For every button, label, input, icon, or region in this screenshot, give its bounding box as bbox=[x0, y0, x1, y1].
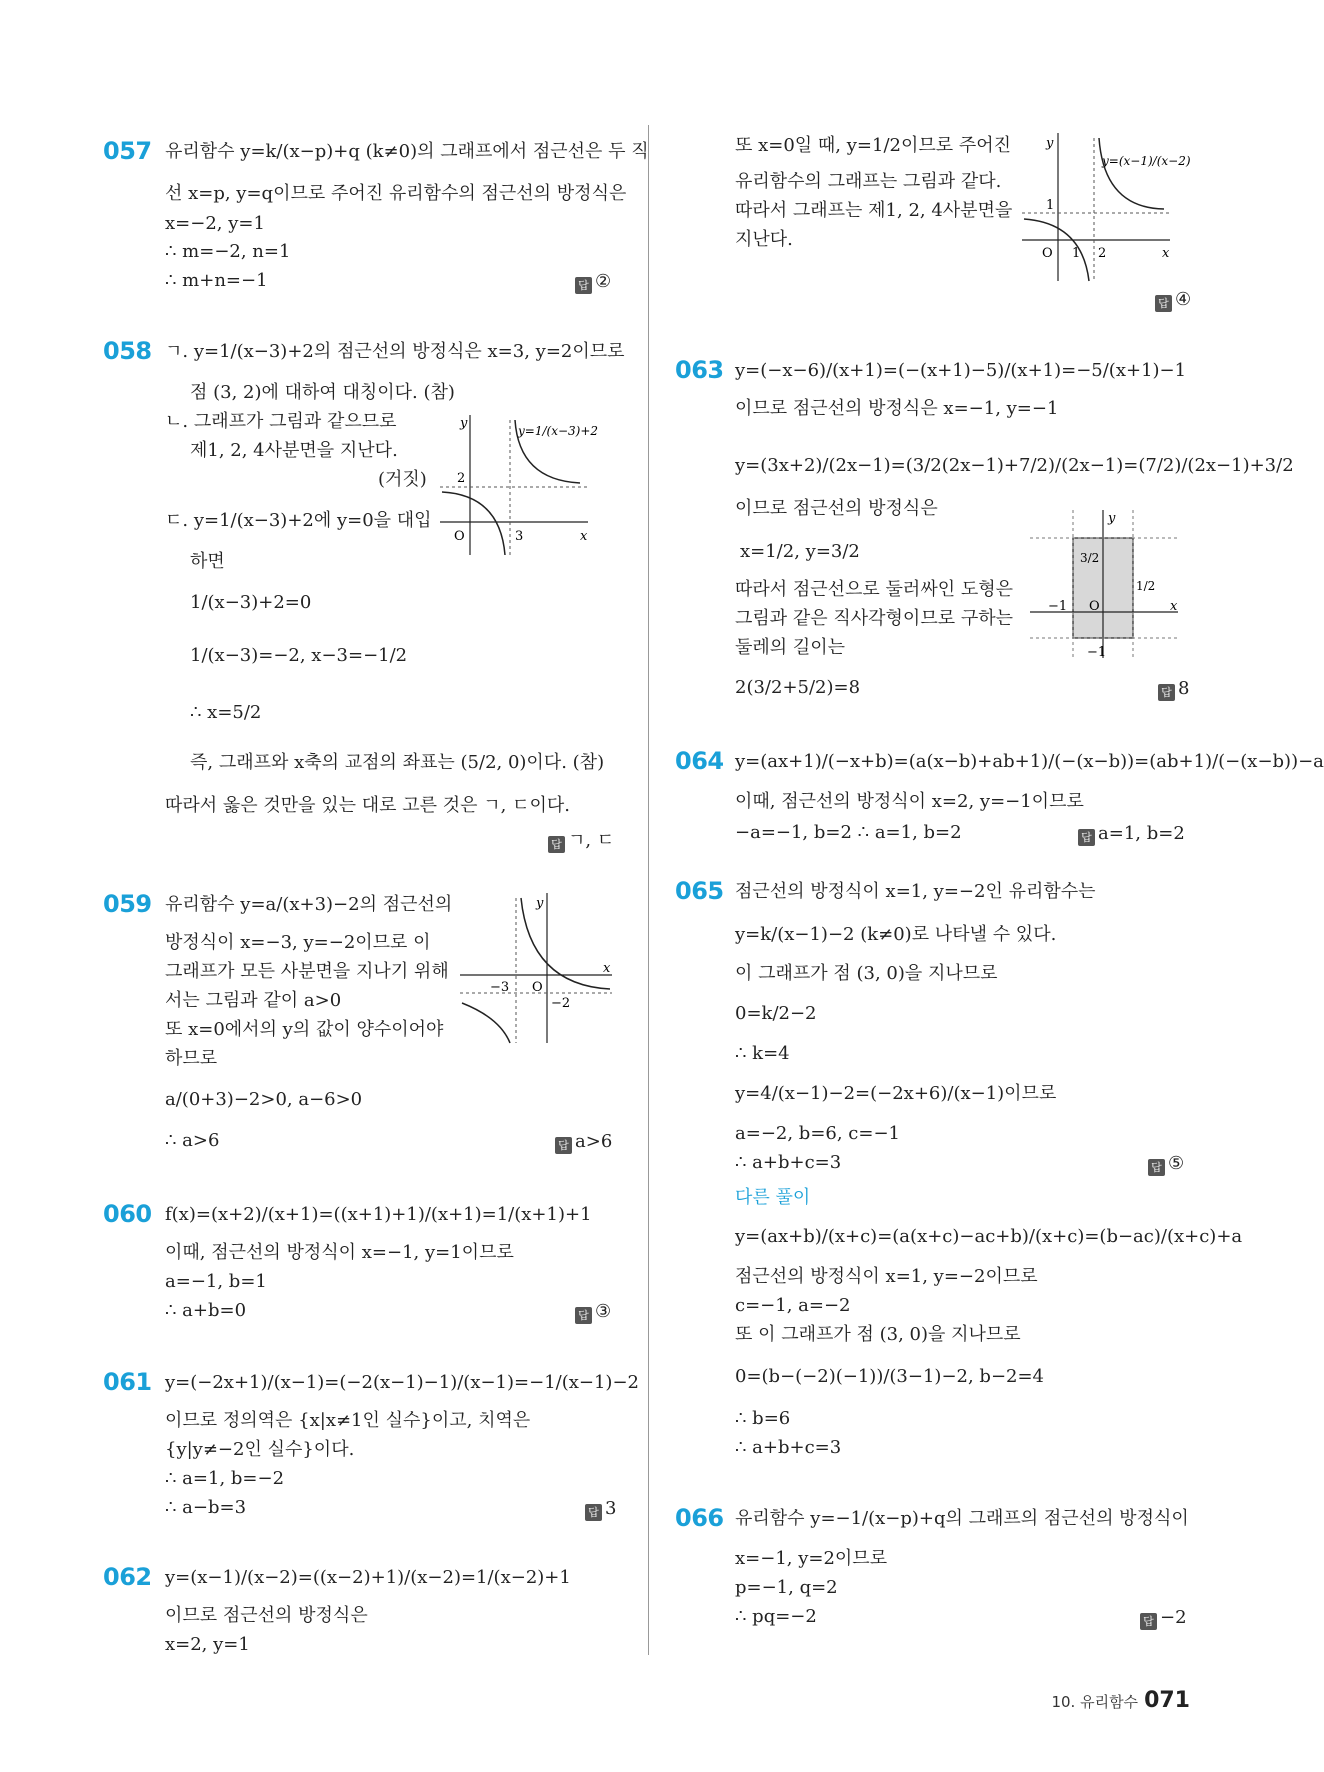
p063-line-9: 2(3/2+5/2)=8 bbox=[735, 677, 861, 698]
p058-line-10: ∴ x=5/2 bbox=[190, 702, 262, 723]
p063-answer-value: 8 bbox=[1178, 678, 1190, 699]
x-axis-label: x bbox=[1170, 599, 1178, 614]
y-axis-label: y bbox=[1108, 511, 1116, 526]
p057-line-1: 유리함수 y=k/(x−p)+q (k≠0)의 그래프에서 점근선은 두 직 bbox=[165, 141, 649, 162]
problem-number-059: 059 bbox=[103, 890, 152, 918]
p062b-answer-value: ④ bbox=[1175, 289, 1192, 310]
p061-line-2: 이므로 정의역은 {x|x≠1인 실수}이고, 치역은 bbox=[165, 1410, 531, 1431]
p065-alt-line-1: y=(ax+b)/(x+c)=(a(x+c)−ac+b)/(x+c)=(b−ac)/(x+c)+a bbox=[735, 1226, 1243, 1247]
p063-line-6: 따라서 점근선으로 둘러싸인 도형은 bbox=[735, 579, 1013, 600]
page-number: 071 bbox=[1144, 1688, 1190, 1713]
p058-line-1: ㄱ. y=1/(x−3)+2의 점근선의 방정식은 x=3, y=2이므로 bbox=[165, 341, 625, 362]
answer-mark-icon: 답 bbox=[1155, 295, 1172, 312]
p065-line-2: y=k/(x−1)−2 (k≠0)로 나타낼 수 있다. bbox=[735, 924, 1057, 945]
p065-alt-line-7: ∴ a+b+c=3 bbox=[735, 1437, 842, 1458]
p058-line-2: 점 (3, 2)에 대하여 대칭이다. (참) bbox=[190, 382, 455, 403]
p060-line-2: 이때, 점근선의 방정식이 x=−1, y=1이므로 bbox=[165, 1242, 514, 1263]
p065-line-6: y=4/(x−1)−2=(−2x+6)/(x−1)이므로 bbox=[735, 1083, 1057, 1104]
p066-line-4: ∴ pq=−2 bbox=[735, 1606, 817, 1627]
p063-graph bbox=[1030, 510, 1180, 660]
p063-line-3: y=(3x+2)/(2x−1)=(3/2(2x−1)+7/2)/(2x−1)=(7/2)/(2x−1)+3/2 bbox=[735, 455, 1294, 476]
problem-number-063: 063 bbox=[675, 356, 724, 384]
p058-line-11: 즉, 그래프와 x축의 교점의 좌표는 (5/2, 0)이다. (참) bbox=[190, 752, 605, 773]
chapter-label: 10. 유리함수 bbox=[1051, 1693, 1139, 1711]
x-tick-label: 3 bbox=[515, 529, 524, 544]
p065-alt-line-5: 0=(b−(−2)(−1))/(3−1)−2, b−2=4 bbox=[735, 1366, 1045, 1387]
graph-equation: y=1/(x−3)+2 bbox=[518, 424, 599, 438]
alt-solution-title: 다른 풀이 bbox=[735, 1187, 811, 1208]
p063-line-2: 이므로 점근선의 방정식은 x=−1, y=−1 bbox=[735, 398, 1059, 419]
p065-line-1: 점근선의 방정식이 x=1, y=−2인 유리함수는 bbox=[735, 881, 1096, 902]
p065-line-8: ∴ a+b+c=3 bbox=[735, 1152, 842, 1173]
p063-line-7: 그림과 같은 직사각형이므로 구하는 bbox=[735, 608, 1013, 629]
p058-answer bbox=[548, 826, 614, 853]
x-axis-label: x bbox=[580, 529, 588, 544]
problem-number-064: 064 bbox=[675, 747, 724, 775]
p059-line-3: 그래프가 모든 사분면을 지나기 위해 bbox=[165, 961, 449, 982]
p058-line-6: ㄷ. y=1/(x−3)+2에 y=0을 대입 bbox=[165, 510, 432, 531]
p065-line-4: 0=k/2−2 bbox=[735, 1003, 817, 1024]
p060-line-1: f(x)=(x+2)/(x+1)=((x+1)+1)/(x+1)=1/(x+1)+1 bbox=[165, 1204, 592, 1225]
p062b-line-1: 또 x=0일 때, y=1/2이므로 주어진 bbox=[735, 135, 1012, 156]
p059-line-2: 방정식이 x=−3, y=−2이므로 이 bbox=[165, 932, 431, 953]
p062b-line-4: 지난다. bbox=[735, 229, 793, 250]
p061-answer bbox=[585, 1498, 616, 1521]
p062b-line-2: 유리함수의 그래프는 그림과 같다. bbox=[735, 171, 1002, 192]
problem-number-061: 061 bbox=[103, 1368, 152, 1396]
answer-mark-icon: 답 bbox=[575, 1307, 592, 1324]
p061-line-4: ∴ a=1, b=−2 bbox=[165, 1468, 285, 1489]
p066-answer bbox=[1140, 1607, 1187, 1630]
problem-number-062: 062 bbox=[103, 1563, 152, 1591]
p059-line-6: 하므로 bbox=[165, 1048, 218, 1069]
y-axis-label: y bbox=[536, 896, 544, 911]
curve-branch-upper bbox=[1099, 138, 1164, 209]
p057-line-4: ∴ m=−2, n=1 bbox=[165, 241, 291, 262]
x-tick-label-2: 2 bbox=[1098, 246, 1107, 261]
p061-answer-value: 3 bbox=[605, 1498, 617, 1519]
p058-line-4: 제1, 2, 4사분면을 지난다. bbox=[190, 440, 398, 461]
p065-alt-line-2: 점근선의 방정식이 x=1, y=−2이므로 bbox=[735, 1266, 1038, 1287]
p059-line-1: 유리함수 y=a/(x+3)−2의 점근선의 bbox=[165, 894, 453, 915]
x-axis-label: x bbox=[1162, 246, 1170, 261]
p062-line-2: 이므로 점근선의 방정식은 bbox=[165, 1605, 368, 1626]
p057-line-3: x=−2, y=1 bbox=[165, 213, 265, 234]
p065-line-5: ∴ k=4 bbox=[735, 1043, 790, 1064]
p059-line-4: 서는 그림과 같이 a>0 bbox=[165, 990, 342, 1011]
y-axis-label: y bbox=[1046, 136, 1054, 151]
p065-alt-line-4: 또 이 그래프가 점 (3, 0)을 지나므로 bbox=[735, 1324, 1021, 1345]
neg-y-tick-label: −1 bbox=[1087, 645, 1107, 660]
p060-line-3: a=−1, b=1 bbox=[165, 1271, 267, 1292]
p066-line-3: p=−1, q=2 bbox=[735, 1577, 838, 1598]
origin-label: O bbox=[532, 980, 543, 995]
p066-line-2: x=−1, y=2이므로 bbox=[735, 1548, 888, 1569]
answer-mark-icon: 답 bbox=[548, 836, 565, 853]
p058-graph bbox=[440, 415, 599, 560]
x-tick-label: 1/2 bbox=[1136, 579, 1156, 593]
answer-mark-icon: 답 bbox=[585, 1504, 602, 1521]
p064-answer-value: a=1, b=2 bbox=[1098, 823, 1185, 844]
p064-answer bbox=[1078, 823, 1185, 846]
p066-line-1: 유리함수 y=−1/(x−p)+q의 그래프의 점근선의 방정식이 bbox=[735, 1508, 1189, 1529]
answer-mark-icon: 답 bbox=[1078, 829, 1095, 846]
page-footer bbox=[1051, 1688, 1190, 1713]
answer-mark-icon: 답 bbox=[1158, 684, 1175, 701]
p058-line-8: 1/(x−3)+2=0 bbox=[190, 592, 312, 613]
problem-number-057: 057 bbox=[103, 137, 152, 165]
problem-number-065: 065 bbox=[675, 877, 724, 905]
x-tick-label-1: 1 bbox=[1072, 246, 1081, 261]
p062b-answer bbox=[1155, 289, 1191, 312]
p057-answer-value: ② bbox=[595, 271, 612, 292]
p062-line-3: x=2, y=1 bbox=[165, 1634, 250, 1655]
p058-line-12: 따라서 옳은 것만을 있는 대로 고른 것은 ㄱ, ㄷ이다. bbox=[165, 795, 570, 816]
p065-answer-value: ⑤ bbox=[1168, 1153, 1185, 1174]
origin-label: O bbox=[1042, 246, 1053, 261]
p059-graph bbox=[460, 893, 615, 1048]
p063-line-5: x=1/2, y=3/2 bbox=[740, 541, 860, 562]
p059-line-8: ∴ a>6 bbox=[165, 1130, 220, 1151]
p064-line-2: 이때, 점근선의 방정식이 x=2, y=−1이므로 bbox=[735, 791, 1084, 812]
p058-line-5: (거짓) bbox=[378, 469, 427, 490]
column-divider bbox=[648, 125, 649, 1655]
p061-line-3: {y|y≠−2인 실수}이다. bbox=[165, 1439, 355, 1460]
neg-x-tick-label: −1 bbox=[1048, 599, 1068, 614]
p063-line-1: y=(−x−6)/(x+1)=(−(x+1)−5)/(x+1)=−5/(x+1)−1 bbox=[735, 360, 1187, 381]
p065-alt-line-6: ∴ b=6 bbox=[735, 1408, 791, 1429]
p065-answer bbox=[1148, 1153, 1184, 1176]
origin-label: O bbox=[454, 529, 465, 544]
p058-line-3: ㄴ. 그래프가 그림과 같으므로 bbox=[165, 411, 397, 432]
p063-line-8: 둘레의 길이는 bbox=[735, 637, 846, 658]
y-tick-label: 2 bbox=[457, 471, 466, 486]
p057-line-2: 선 x=p, y=q이므로 주어진 유리함수의 점근선의 방정식은 bbox=[165, 183, 627, 204]
answer-mark-icon: 답 bbox=[555, 1137, 572, 1154]
p060-line-4: ∴ a+b=0 bbox=[165, 1300, 247, 1321]
p065-alt-line-3: c=−1, a=−2 bbox=[735, 1295, 851, 1316]
y-tick-label: −2 bbox=[551, 996, 571, 1011]
p062b-line-3: 따라서 그래프는 제1, 2, 4사분면을 bbox=[735, 200, 1013, 221]
p058-line-9: 1/(x−3)=−2, x−3=−1/2 bbox=[190, 645, 408, 666]
p064-line-1: y=(ax+1)/(−x+b)=(a(x−b)+ab+1)/(−(x−b))=(ab+1)/(−(x−b))−a bbox=[735, 751, 1324, 772]
p059-answer bbox=[555, 1131, 612, 1154]
p059-line-7: a/(0+3)−2>0, a−6>0 bbox=[165, 1089, 363, 1110]
p066-answer-value: −2 bbox=[1160, 1607, 1187, 1628]
p062-line-1: y=(x−1)/(x−2)=((x−2)+1)/(x−2)=1/(x−2)+1 bbox=[165, 1567, 571, 1588]
origin-label: O bbox=[1089, 599, 1100, 614]
p060-answer bbox=[575, 1301, 611, 1324]
p063-line-4: 이므로 점근선의 방정식은 bbox=[735, 498, 938, 519]
y-tick-label: 3/2 bbox=[1080, 551, 1100, 565]
problem-number-058: 058 bbox=[103, 337, 152, 365]
y-tick-label: 1 bbox=[1046, 198, 1055, 213]
answer-mark-icon: 답 bbox=[1148, 1159, 1165, 1176]
curve-branch-lower bbox=[442, 492, 505, 555]
answer-mark-icon: 답 bbox=[1140, 1613, 1157, 1630]
p058-line-7: 하면 bbox=[190, 551, 225, 572]
curve-branch-lower bbox=[462, 1003, 510, 1043]
x-tick-label: −3 bbox=[490, 980, 510, 995]
p062b-graph bbox=[1022, 133, 1191, 283]
p064-line-3: −a=−1, b=2 ∴ a=1, b=2 bbox=[735, 822, 962, 843]
p059-line-5: 또 x=0에서의 y의 값이 양수이어야 bbox=[165, 1019, 444, 1040]
answer-mark-icon: 답 bbox=[575, 277, 592, 294]
p057-answer bbox=[575, 271, 611, 294]
p059-answer-value: a>6 bbox=[575, 1131, 613, 1152]
y-axis-label: y bbox=[460, 416, 468, 431]
p058-answer-value: ㄱ, ㄷ bbox=[568, 830, 615, 851]
graph-equation: y=(x−1)/(x−2) bbox=[1102, 154, 1191, 168]
p060-answer-value: ③ bbox=[595, 1301, 612, 1322]
p061-line-5: ∴ a−b=3 bbox=[165, 1497, 247, 1518]
p057-line-5: ∴ m+n=−1 bbox=[165, 270, 268, 291]
p065-line-7: a=−2, b=6, c=−1 bbox=[735, 1123, 900, 1144]
p061-line-1: y=(−2x+1)/(x−1)=(−2(x−1)−1)/(x−1)=−1/(x−1)−2 bbox=[165, 1372, 639, 1393]
x-axis-label: x bbox=[603, 961, 611, 976]
p065-line-3: 이 그래프가 점 (3, 0)을 지나므로 bbox=[735, 963, 998, 984]
problem-number-066: 066 bbox=[675, 1504, 724, 1532]
p063-answer bbox=[1158, 678, 1189, 701]
problem-number-060: 060 bbox=[103, 1200, 152, 1228]
